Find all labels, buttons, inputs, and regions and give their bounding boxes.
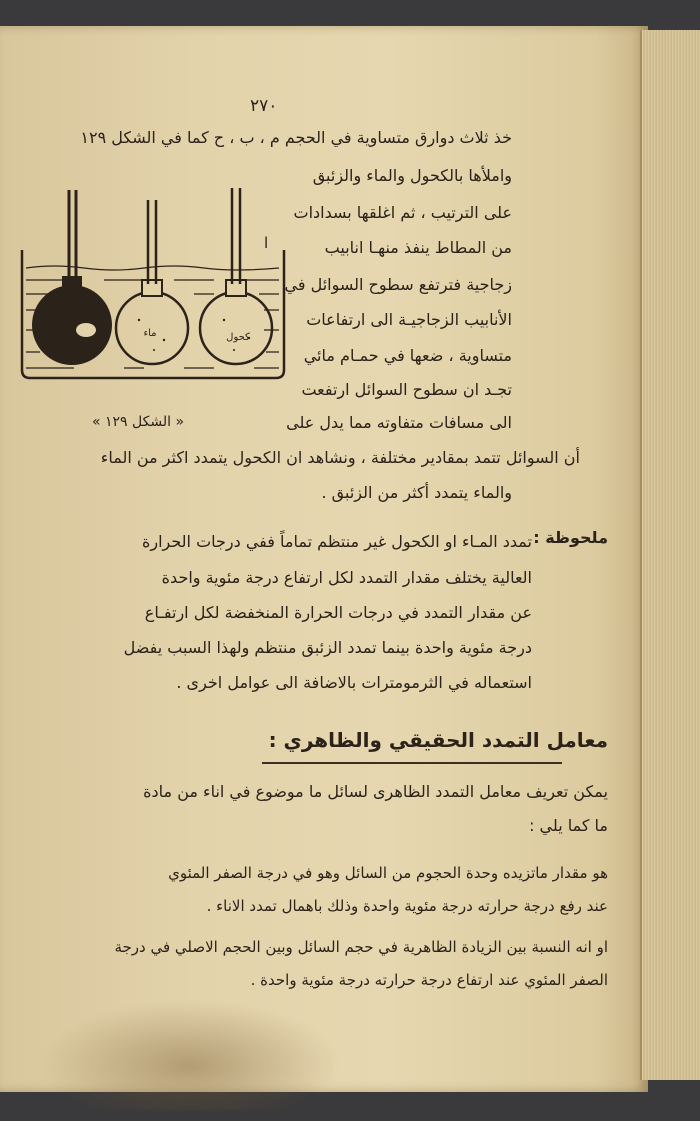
note-line: العالية يختلف مقدار التمدد لكل ارتفاع درجة مئوية واحدة — [161, 568, 532, 587]
flask-label-alcohol: كحول — [226, 332, 250, 343]
definition-one-line: هو مقدار ماتزيده وحدة الحجوم من السائل وهو في درجة الصفر المئوي — [168, 864, 608, 882]
note-line: عن مقدار التمدد في درجات الحرارة المنخفضة لكل ارتفـاع — [144, 603, 532, 622]
definition-two-line: او انه النسبة بين الزيادة الظاهرية في حجم السائل وبين الحجم الاصلي في درجة — [114, 938, 608, 956]
note-line: تمدد المـاء او الكحول غير منتظم تماماً ففي درجات الحرارة — [141, 532, 532, 551]
figure-top-mark: ا — [264, 234, 269, 252]
intro-line: خذ ثلاث دوارق متساوية في الحجم م ، ب ، ح كما في الشكل ١٢٩ — [80, 128, 512, 147]
definition-line: يمكن تعريف معامل التمدد الظاهرى لسائل ما موضوع في اناء من مادة — [143, 782, 608, 801]
intro-line: من المطاط ينفذ منهـا انابيب — [324, 238, 512, 257]
intro-line: تجـد ان سطوح السوائل ارتفعت — [301, 380, 512, 399]
intro-line: الى مسافات متفاوته مما يدل على — [286, 413, 512, 432]
intro-line: والماء يتمدد أكثر من الزئبق . — [321, 483, 512, 502]
page-number: ٢٧٠ — [250, 96, 278, 116]
flasks-figure — [14, 180, 304, 440]
intro-line: على الترتيب ، ثم اغلقها بسدادات — [293, 203, 512, 222]
figure-caption: « الشكل ١٢٩ » — [92, 414, 185, 430]
heading-underline — [262, 762, 562, 764]
page-stain — [40, 1000, 340, 1110]
definition-one-line: عند رفع درجة حرارته درجة مئوية واحدة وذلك باهمال تمدد الاناء . — [206, 897, 608, 915]
note-line: استعماله في الثرمومترات بالاضافة الى عوامل اخرى . — [176, 673, 532, 692]
page-edges — [640, 30, 700, 1080]
note-label: ملحوظة : — [533, 528, 608, 547]
intro-line: زجاجية فترتفع سطوح السوائل في — [284, 275, 512, 294]
intro-line: متساوية ، ضعها في حمـام مائي — [303, 346, 512, 365]
intro-line: واملأها بالكحول والماء والزئبق — [312, 166, 512, 185]
flask-label-water: ماء — [143, 328, 157, 339]
section-heading: معامل التمدد الحقيقي والظاهري : — [268, 728, 608, 752]
definition-two-line: الصفر المئوي عند ارتفاع درجة حرارته درجة مئوية واحدة . — [250, 971, 608, 989]
intro-line: الأنابيب الزجاجيـة الى ارتفاعات — [306, 310, 512, 329]
definition-line: ما كما يلي : — [529, 816, 608, 835]
intro-line: أن السوائل تتمد بمقادير مختلفة ، ونشاهد ان الكحول يتمدد اكثر من الماء — [100, 448, 580, 467]
note-line: درجة مئوية واحدة بينما تمدد الزئبق منتظم ولهذا السبب يفضل — [123, 638, 532, 657]
